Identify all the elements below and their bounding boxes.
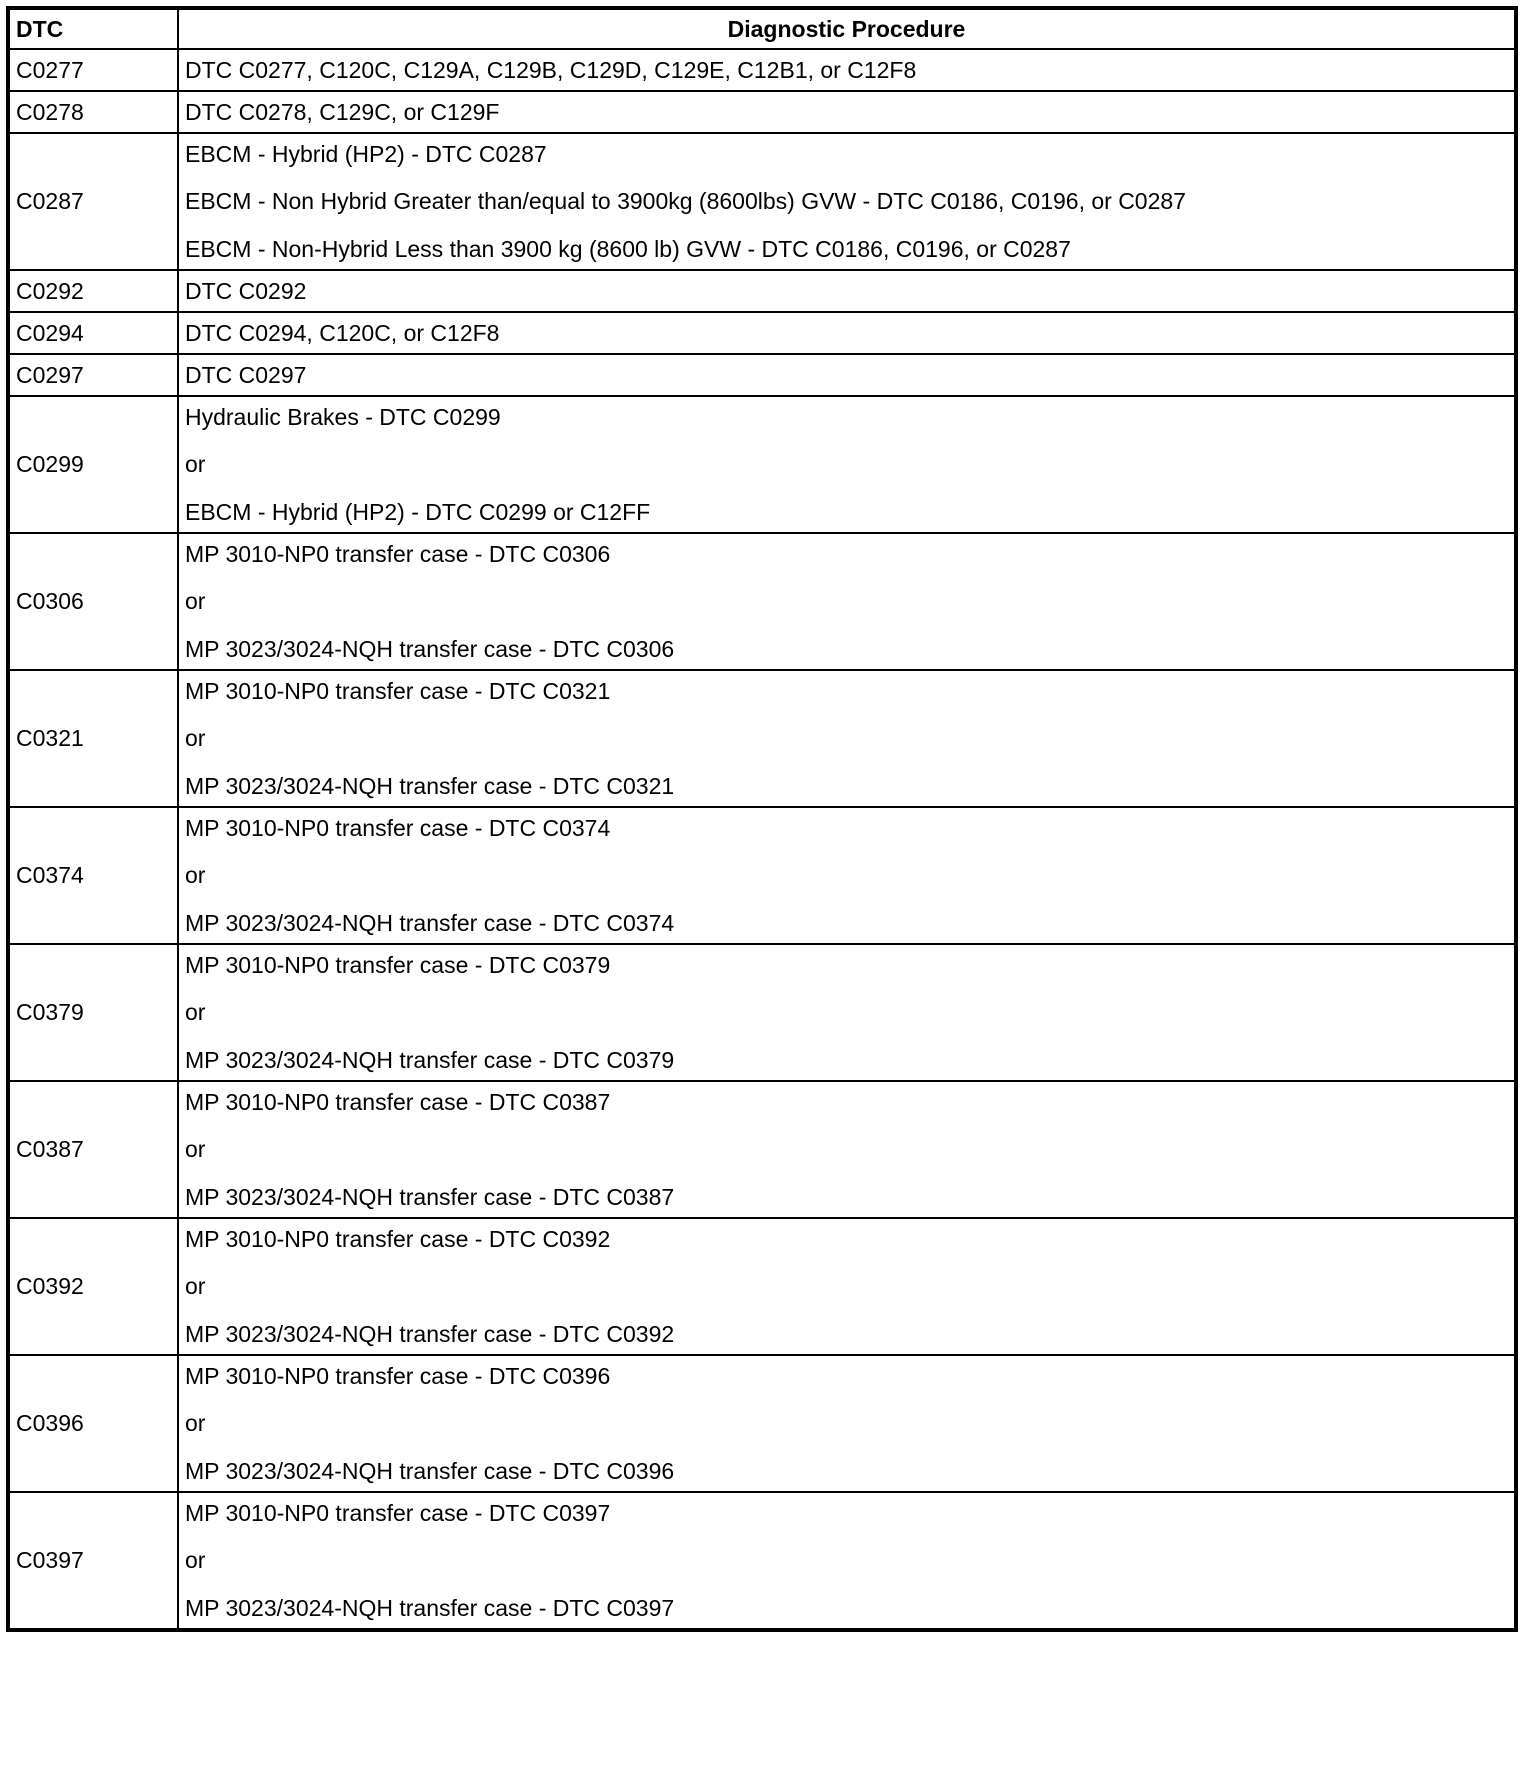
- procedure-link[interactable]: DTC C0292: [185, 278, 307, 304]
- diagnostic-procedure-cell: [178, 396, 1516, 533]
- diagnostic-procedure-cell: [178, 270, 1516, 312]
- or-separator: or: [185, 451, 206, 477]
- procedure-link[interactable]: DTC C0297: [185, 362, 307, 388]
- table-row: [8, 944, 1516, 1081]
- table-row: [8, 1081, 1516, 1218]
- table-body: [8, 49, 1516, 1630]
- dtc-code-cell: C0374: [8, 807, 178, 944]
- table-header-row: [8, 8, 1516, 49]
- procedure-link[interactable]: MP 3010-NP0 transfer case - DTC C0392: [185, 1226, 611, 1252]
- dtc-code-cell: C0277: [8, 49, 178, 91]
- diagnostic-procedure-cell: [178, 670, 1516, 807]
- header-diagnostic-procedure: Diagnostic Procedure: [178, 8, 1516, 49]
- procedure-link[interactable]: MP 3023/3024-NQH transfer case - DTC C0392: [185, 1321, 675, 1347]
- header-dtc: DTC: [8, 8, 178, 49]
- procedure-link[interactable]: DTC C0294, C120C, or C12F8: [185, 320, 500, 346]
- procedure-link[interactable]: MP 3023/3024-NQH transfer case - DTC C0321: [185, 773, 675, 799]
- diagnostic-procedure-cell: [178, 1355, 1516, 1492]
- procedure-link[interactable]: EBCM - Hybrid (HP2) - DTC C0299 or C12FF: [185, 499, 651, 525]
- table-row: [8, 91, 1516, 133]
- diagnostic-procedure-cell: [178, 133, 1516, 270]
- or-separator: or: [185, 862, 206, 888]
- table-row: [8, 533, 1516, 670]
- dtc-code-cell: C0392: [8, 1218, 178, 1355]
- procedure-link[interactable]: MP 3023/3024-NQH transfer case - DTC C0374: [185, 910, 675, 936]
- dtc-code-cell: C0294: [8, 312, 178, 354]
- table-row: [8, 354, 1516, 396]
- procedure-link[interactable]: EBCM - Non-Hybrid Less than 3900 kg (8600 lb) GVW - DTC C0186, C0196, or C0287: [185, 236, 1071, 262]
- diagnostic-procedure-cell: [178, 312, 1516, 354]
- dtc-code-cell: C0379: [8, 944, 178, 1081]
- procedure-link[interactable]: MP 3023/3024-NQH transfer case - DTC C0306: [185, 636, 675, 662]
- diagnostic-procedure-cell: [178, 807, 1516, 944]
- table-row: [8, 270, 1516, 312]
- diagnostic-procedure-cell: [178, 944, 1516, 1081]
- dtc-table: [6, 6, 1518, 1632]
- diagnostic-procedure-cell: [178, 1218, 1516, 1355]
- table-row: [8, 1492, 1516, 1630]
- dtc-code-cell: C0387: [8, 1081, 178, 1218]
- or-separator: or: [185, 1136, 206, 1162]
- diagnostic-procedure-cell: [178, 91, 1516, 133]
- or-separator: or: [185, 999, 206, 1025]
- dtc-code-cell: C0278: [8, 91, 178, 133]
- procedure-link[interactable]: MP 3023/3024-NQH transfer case - DTC C0397: [185, 1595, 675, 1621]
- procedure-link[interactable]: Hydraulic Brakes - DTC C0299: [185, 404, 501, 430]
- dtc-code-cell: C0297: [8, 354, 178, 396]
- procedure-link[interactable]: DTC C0277, C120C, C129A, C129B, C129D, C129E, C12B1, or C12F8: [185, 57, 917, 83]
- dtc-code-cell: C0306: [8, 533, 178, 670]
- or-separator: or: [185, 1273, 206, 1299]
- table-row: [8, 312, 1516, 354]
- dtc-code-cell: C0292: [8, 270, 178, 312]
- procedure-link[interactable]: MP 3010-NP0 transfer case - DTC C0387: [185, 1089, 611, 1115]
- procedure-link[interactable]: MP 3023/3024-NQH transfer case - DTC C0396: [185, 1458, 675, 1484]
- table-row: [8, 1355, 1516, 1492]
- procedure-link[interactable]: MP 3010-NP0 transfer case - DTC C0374: [185, 815, 611, 841]
- diagnostic-procedure-cell: [178, 49, 1516, 91]
- table-row: [8, 49, 1516, 91]
- dtc-code-cell: C0396: [8, 1355, 178, 1492]
- procedure-link[interactable]: MP 3023/3024-NQH transfer case - DTC C0387: [185, 1184, 675, 1210]
- dtc-code-cell: C0287: [8, 133, 178, 270]
- procedure-link[interactable]: DTC C0278, C129C, or C129F: [185, 99, 500, 125]
- procedure-link[interactable]: MP 3010-NP0 transfer case - DTC C0397: [185, 1500, 611, 1526]
- diagnostic-procedure-cell: [178, 1492, 1516, 1630]
- or-separator: or: [185, 1410, 206, 1436]
- or-separator: or: [185, 725, 206, 751]
- dtc-code-cell: C0321: [8, 670, 178, 807]
- or-separator: or: [185, 588, 206, 614]
- procedure-link[interactable]: EBCM - Hybrid (HP2) - DTC C0287: [185, 141, 547, 167]
- procedure-link[interactable]: EBCM - Non Hybrid Greater than/equal to 3900kg (8600lbs) GVW - DTC C0186, C0196, or C0287: [185, 188, 1186, 214]
- or-separator: or: [185, 1547, 206, 1573]
- table-row: [8, 1218, 1516, 1355]
- procedure-link[interactable]: MP 3010-NP0 transfer case - DTC C0379: [185, 952, 611, 978]
- procedure-link[interactable]: MP 3010-NP0 transfer case - DTC C0306: [185, 541, 611, 567]
- procedure-link[interactable]: MP 3023/3024-NQH transfer case - DTC C0379: [185, 1047, 675, 1073]
- dtc-code-cell: C0397: [8, 1492, 178, 1630]
- table-row: [8, 396, 1516, 533]
- diagnostic-procedure-cell: [178, 533, 1516, 670]
- procedure-link[interactable]: MP 3010-NP0 transfer case - DTC C0396: [185, 1363, 611, 1389]
- table-row: [8, 807, 1516, 944]
- table-row: [8, 133, 1516, 270]
- table-row: [8, 670, 1516, 807]
- procedure-link[interactable]: MP 3010-NP0 transfer case - DTC C0321: [185, 678, 611, 704]
- diagnostic-procedure-cell: [178, 1081, 1516, 1218]
- dtc-code-cell: C0299: [8, 396, 178, 533]
- diagnostic-procedure-cell: [178, 354, 1516, 396]
